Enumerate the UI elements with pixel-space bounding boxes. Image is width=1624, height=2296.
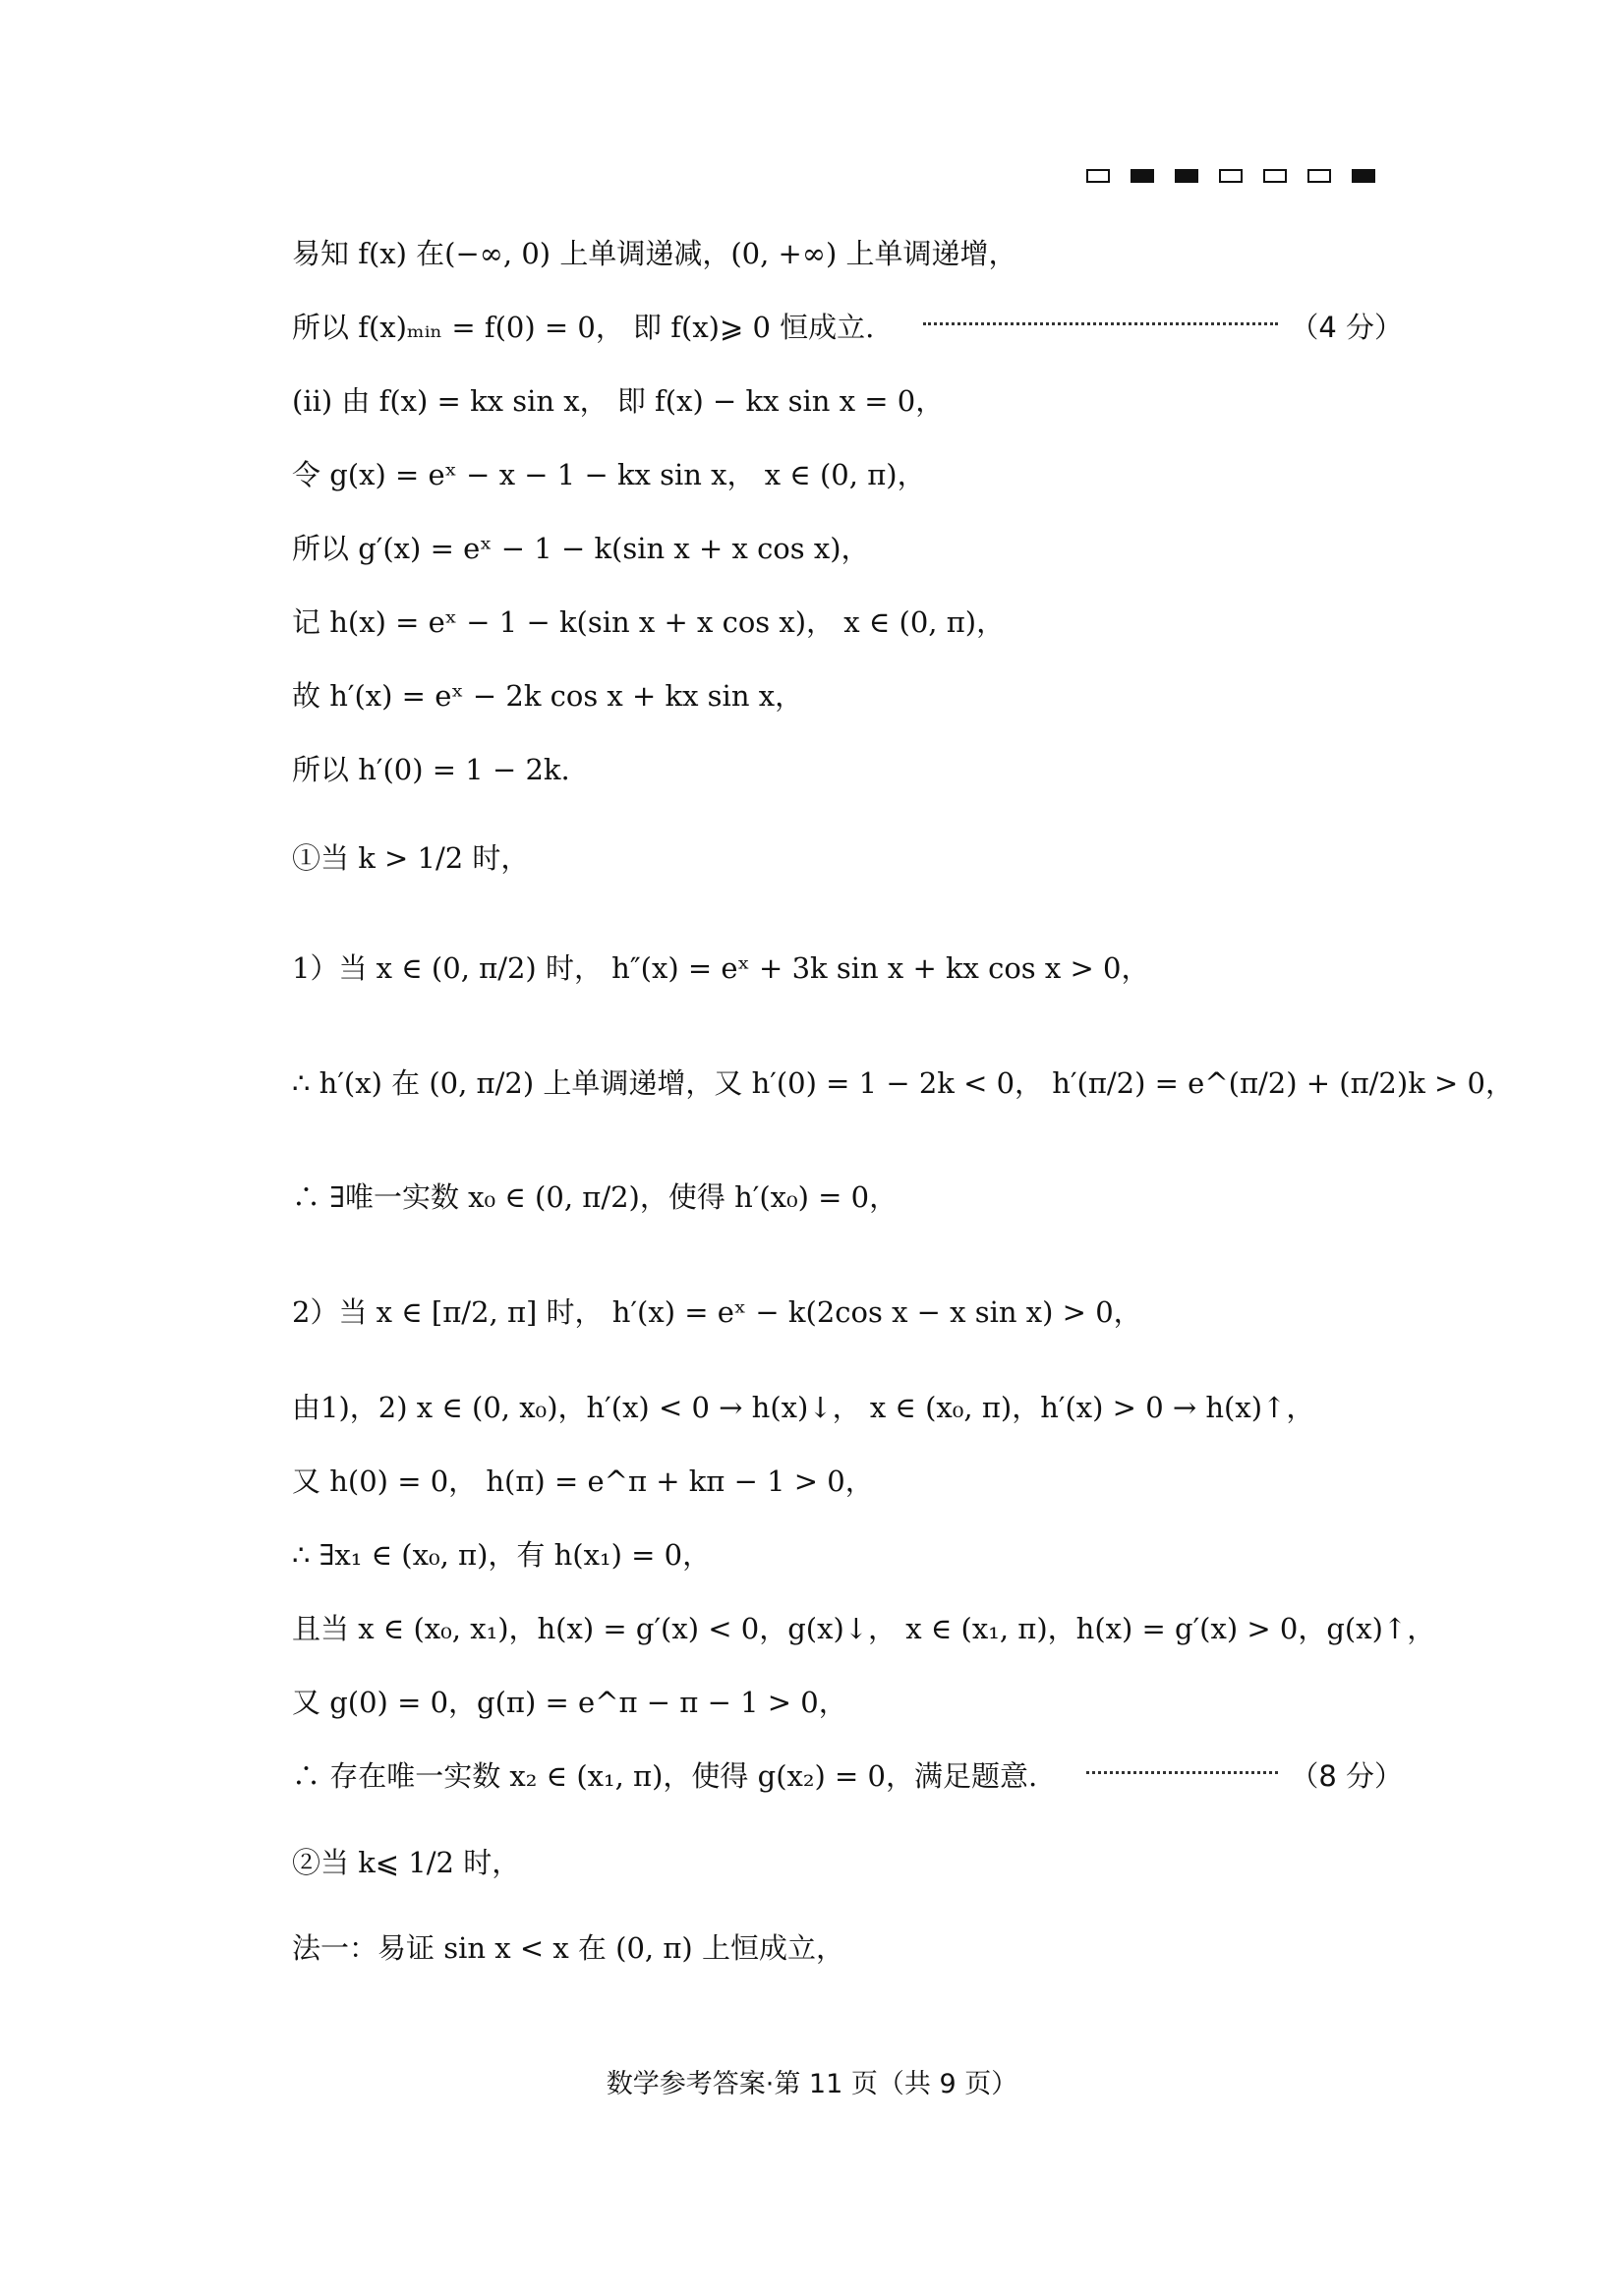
text-line (292, 1681, 1403, 1721)
line-text: ∴ ∃x₁ ∈ (x₀, π)，有 h(x₁) = 0， (292, 1538, 712, 1572)
square-mark (1307, 169, 1331, 183)
header-square-marks (1086, 169, 1375, 183)
line-text: 所以 g′(x) = eˣ − 1 − k(sin x + x cos x)， (292, 532, 870, 565)
text-line (292, 1926, 1403, 1967)
line-text: 所以 f(x)ₘᵢₙ = f(0) = 0， 即 f(x)⩾ 0 恒成立. (292, 311, 875, 344)
text-line (292, 1386, 1403, 1426)
text-line (292, 1291, 1403, 1331)
line-text: ∴ ∃唯一实数 x₀ ∈ (0, π/2)，使得 h′(x₀) = 0， (292, 1180, 899, 1214)
text-line (292, 306, 1403, 346)
square-mark (1086, 169, 1110, 183)
square-mark (1352, 169, 1375, 183)
square-mark (1175, 169, 1198, 183)
line-text: ∴ 存在唯一实数 x₂ ∈ (x₁, π)，使得 g(x₂) = 0，满足题意. (292, 1759, 1038, 1793)
line-text: 1）当 x ∈ (0, π/2) 时， h″(x) = eˣ + 3k sin x + kx cos x > 0， (292, 951, 1150, 985)
text-line (292, 453, 1403, 493)
line-text: 又 h(0) = 0， h(π) = e^π + kπ − 1 > 0， (292, 1464, 874, 1498)
line-text: 令 g(x) = eˣ − x − 1 − kx sin x， x ∈ (0, π)， (292, 458, 926, 491)
line-text: ①当 k > 1/2 时， (292, 841, 530, 875)
text-line (292, 947, 1403, 987)
text-line (292, 1176, 1403, 1216)
line-text: 法一：易证 sin x < x 在 (0, π) 上恒成立， (292, 1931, 844, 1965)
square-mark (1263, 169, 1287, 183)
line-text: 故 h′(x) = eˣ − 2k cos x + kx sin x， (292, 679, 804, 713)
text-line (292, 1754, 1403, 1795)
line-text: 2）当 x ∈ [π/2, π] 时， h′(x) = eˣ − k(2cos x − x sin x) > 0， (292, 1295, 1142, 1329)
text-line (292, 232, 1403, 272)
text-line (292, 1841, 1403, 1881)
dotted-leader (923, 311, 1278, 325)
square-mark (1219, 169, 1243, 183)
line-text: 且当 x ∈ (x₀, x₁)，h(x) = g′(x) < 0，g(x)↓， x ∈ (x₁, π)，h(x) = g′(x) > 0，g(x)↑， (292, 1612, 1436, 1645)
text-line (292, 1607, 1436, 1647)
square-mark (1131, 169, 1154, 183)
line-text: 所以 h′(0) = 1 − 2k. (292, 753, 570, 786)
line-text: 记 h(x) = eˣ − 1 − k(sin x + x cos x)， x ∈ (0, π)， (292, 605, 1006, 639)
score-label: （8 分） (1290, 1759, 1403, 1793)
text-line (292, 1533, 1403, 1574)
text-line (292, 836, 1403, 877)
text-line (292, 527, 1403, 567)
line-text: (ii) 由 f(x) = kx sin x， 即 f(x) − kx sin x = 0， (292, 384, 945, 418)
page-footer: 数学参考答案·第 11 页（共 9 页） (606, 2069, 1018, 2099)
text-line (292, 1062, 1514, 1102)
text-line (292, 601, 1403, 641)
text-line (292, 674, 1403, 715)
line-text: ∴ h′(x) 在 (0, π/2) 上单调递增，又 h′(0) = 1 − 2k < 0， h′(π/2) = e^(π/2) + (π/2)k > 0， (292, 1066, 1514, 1100)
score-label: （4 分） (1290, 311, 1403, 344)
line-text: 由1)，2) x ∈ (0, x₀)，h′(x) < 0 → h(x)↓， x ∈ (x₀, π)，h′(x) > 0 → h(x)↑， (292, 1391, 1315, 1424)
line-text: 易知 f(x) 在(−∞, 0) 上单调递减，(0, +∞) 上单调递增， (292, 237, 1017, 270)
text-line (292, 379, 1403, 420)
line-text: 又 g(0) = 0，g(π) = e^π − π − 1 > 0， (292, 1686, 847, 1719)
dotted-leader (1086, 1759, 1278, 1774)
text-line (292, 1460, 1403, 1500)
line-text: ②当 k⩽ 1/2 时， (292, 1846, 521, 1879)
text-line (292, 748, 1403, 788)
